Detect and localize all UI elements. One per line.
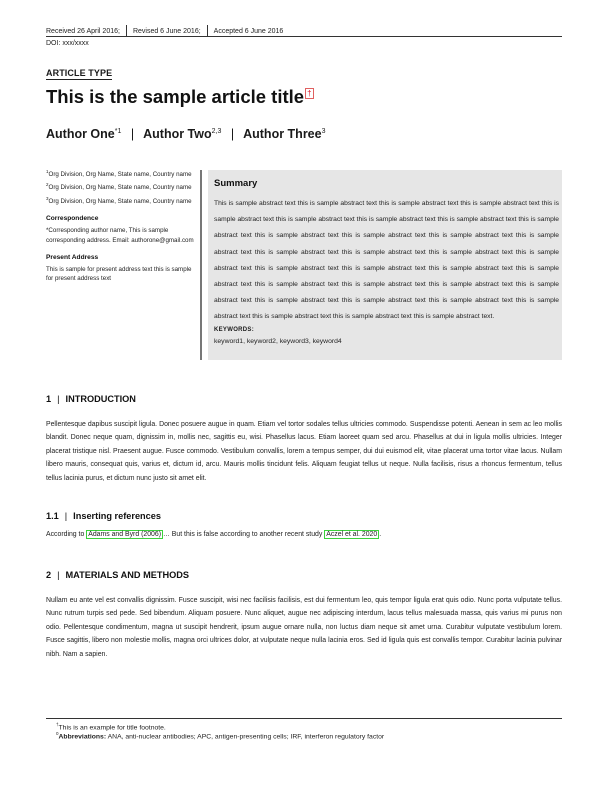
section-title: MATERIALS AND METHODS <box>65 570 190 580</box>
heading-separator: | <box>57 570 60 580</box>
affiliation-text: Org Division, Org Name, State name, Country name <box>48 198 192 205</box>
section-title: Inserting references <box>73 511 162 521</box>
accepted-date: Accepted 6 June 2016 <box>213 27 284 35</box>
affiliation <box>46 168 194 179</box>
references-paragraph <box>46 528 562 541</box>
abbreviations-text: ANA, anti-nuclear antibodies; APC, antigen-presenting cells; IRF, interferon regulatory factor <box>106 733 385 741</box>
footnote-marker: † <box>56 722 59 727</box>
affiliation <box>46 195 194 206</box>
article-title-text: This is the sample article title <box>46 86 305 107</box>
author-affiliation-marker: *1 <box>114 127 122 135</box>
affiliation-number: 3 <box>46 195 49 201</box>
affiliation-text: Org Division, Org Name, State name, Country name <box>48 184 192 192</box>
received-date: Received 26 April 2016; <box>46 27 120 35</box>
paragraph-text: According to <box>46 531 87 538</box>
author-separator: | <box>130 127 135 141</box>
summary-heading: Summary <box>214 178 258 189</box>
author-name: Author Two <box>143 127 212 141</box>
left-column <box>46 168 194 284</box>
author-name: Author One <box>46 127 115 141</box>
paragraph-text: … But this is false according to another recent study <box>163 531 325 538</box>
citation-link[interactable]: Aczel et al. 2020 <box>326 531 378 538</box>
article-type: ARTICLE TYPE <box>46 68 113 78</box>
affiliation-text: Org Division, Org Name, State name, Country name <box>48 171 192 179</box>
section-number: 1.1 <box>46 511 59 521</box>
methods-paragraph: Nullam eu ante vel est convallis dignissim. Fusce suscipit, wisi nec facilisis facilisis, est dui fermentum leo, quis tempor ligula erat quis odio. Nunc porta vulputate tellus. Nunc rutrum turpis sed pede. Sed bibendum. Aliquam posuere. Nunc aliquet, augue nec adipiscing interdum, lacus tellus malesuada massa, quis varius mi purus non odio. Pellentesque condimentum, magna ut suscipit hendrerit, ipsum augue ornare nulla, non luctus diam neque sit amet urna. Curabitur vulputate vestibulum lorem. Fusce sagittis, libero non molestie mollis, magna orci ultrices dolor, at vulputate neque nulla lacinia eros. Sed id ligula quis est convallis tempor. Curabitur lacinia pulvinar nibh. Nam a sapien. <box>46 597 562 658</box>
affiliation-number: 1 <box>46 169 49 174</box>
affiliation-number: 2 <box>46 182 49 188</box>
citation-link[interactable]: Adams and Byrd (2006) <box>88 531 161 538</box>
paragraph-text: . <box>379 531 382 538</box>
author-affiliation-marker: 2,3 <box>211 127 222 135</box>
section-heading-methods <box>46 570 189 580</box>
affiliation <box>46 181 194 192</box>
section-heading-references <box>46 511 161 521</box>
footnote-text: This is an example for title footnote. <box>58 724 166 732</box>
author-separator: | <box>230 127 235 141</box>
correspondence-text: *Corresponding author name, This is sample corresponding address. Email: authorone@gmail.com <box>46 226 194 244</box>
author-name: Author Three <box>243 127 322 141</box>
heading-separator: | <box>57 394 60 404</box>
title-footnote <box>56 722 166 731</box>
revised-date: Revised 6 June 2016; <box>132 27 201 35</box>
section-number: 2 <box>46 570 52 580</box>
author-list <box>46 127 326 141</box>
doi: DOI: xxx/xxxx <box>46 40 89 47</box>
keywords-list: keyword1, keyword2, keyword3, keyword4 <box>214 338 342 345</box>
article-title <box>46 86 314 108</box>
section-number: 1 <box>46 394 52 404</box>
summary-text: This is sample abstract text this is sample abstract text this is sample abstract text this is sample abstract text this is sample abstract text this is sample abstract text this is sample abstract text this is sample abstract text this is sample abstract text this is sample abstract text this is sample abstract text this is sample abstract text this is sample abstract text this is sample abstract text this is sample abstract text this is sample abstract text this is sample abstract text this is sample abstract text this is sample abstract text this is sample abstract text this is sample abstract text this is sample abstract text this is sample abstract text this is sample abstract text this is sample abstract text this is sample abstract text this is sample abstract text this is sample abstract text this is sample abstract text this is sample abstract text this is sample abstract text this is sample abstract text. <box>214 200 559 321</box>
keywords-heading: KEYWORDS: <box>214 327 255 333</box>
title-footnote-link[interactable]: † <box>307 88 312 98</box>
summary-box <box>208 170 562 360</box>
present-address-heading: Present Address <box>46 254 99 262</box>
introduction-paragraph: Pellentesque dapibus suscipit ligula. Donec posuere augue in quam. Etiam vel tortor sodales tellus ultricies commodo. Suspendisse potenti. Aenean in sem ac leo mollis blandit. Donec neque quam, dignissim in, mollis nec, sagittis eu, wisi. Phasellus lacus. Etiam laoreet quam sed arcu. Phasellus at dui in ligula mollis ultricies. Integer placerat tristique nisl. Praesent augue. Fusce commodo. Vestibulum convallis, lorem a tempus semper, dui dui euismod elit, vitae placerat urna tortor vitae lacus. Nullam libero mauris, consequat quis, varius et, dictum id, arcu. Mauris mollis tincidunt felis. Aliquam feugiat tellus ut neque. Nulla facilisis, risus a rhoncus fermentum, tellus tellus lacinia purus, et dictum nunc justo sit amet elit. <box>46 421 562 482</box>
abbreviations-footnote <box>56 731 384 740</box>
footnote-rule <box>46 718 562 719</box>
correspondence-heading: Correspondence <box>46 215 99 223</box>
section-heading-introduction <box>46 394 136 404</box>
heading-separator: | <box>64 511 68 521</box>
present-address-text: This is sample for present address text this is sample for present address text <box>46 265 192 283</box>
footnote-marker: 0 <box>56 731 59 736</box>
section-title: INTRODUCTION <box>65 394 136 404</box>
summary-divider <box>200 170 202 360</box>
abbreviations-label: Abbreviations: <box>58 733 107 741</box>
header-rule <box>46 36 562 37</box>
author-affiliation-marker: 3 <box>321 127 326 135</box>
